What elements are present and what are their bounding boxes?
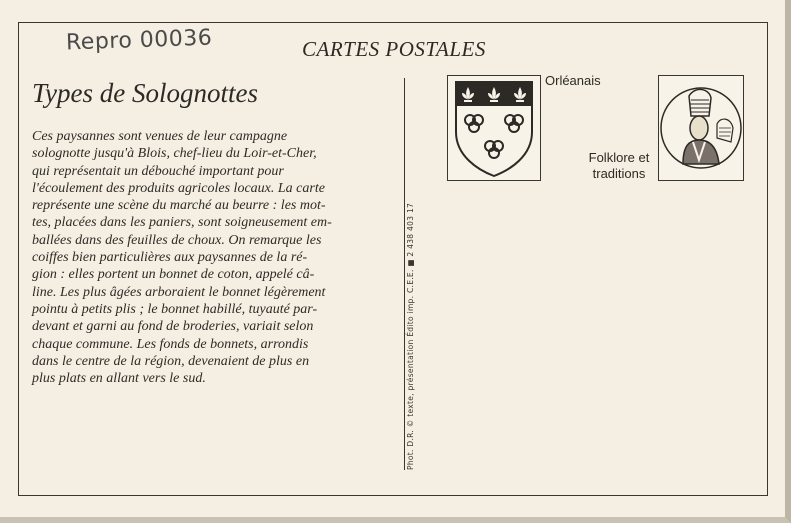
body-line: plus plats en allant vers le sud. xyxy=(32,371,206,387)
orleanais-coat-of-arms-icon xyxy=(447,75,541,181)
card-description xyxy=(32,128,392,387)
body-line: l'écoulement des produits agricoles locaux. La carte xyxy=(32,180,325,196)
solognotte-woman-coiffe-icon xyxy=(658,75,744,181)
printer-credits: Phot. D.R. © texte, présentation Édito imp. C.E.E. ■ 2 438 403 17 xyxy=(406,202,415,470)
body-line: représente une scène du marché au beurre : les mot- xyxy=(32,198,326,214)
card-title: Types de Solognottes xyxy=(32,78,258,108)
body-line: chaque commune. Les fonds de bonnets, arrondis xyxy=(32,336,309,352)
body-line: devant et garni au fond de broderies, variait selon xyxy=(32,319,314,335)
body-line: Ces paysannes sont venues de leur campagne xyxy=(32,129,288,144)
body-line: ballées dans des feuilles de choux. On remarque les xyxy=(32,232,322,248)
body-line: tes, placées dans les paniers, sont soigneusement em- xyxy=(32,215,332,231)
body-line: dans le centre de la région, devenaient de plus en xyxy=(32,353,310,369)
stamp-label-orleanais: Orléanais xyxy=(545,73,601,88)
postcard-heading: CARTES POSTALES xyxy=(302,37,486,61)
body-line: line. Les plus âgées arboraient le bonnet légèrement xyxy=(32,284,326,300)
handwritten-reference: Repro 00036 xyxy=(65,25,213,56)
body-line: gion : elles portent un bonnet de coton, appelé câ- xyxy=(32,267,315,283)
stamp-label-folklore xyxy=(578,150,660,182)
stamp-label-folklore-line1: Folklore et xyxy=(588,150,650,165)
stamp-label-folklore-line2: traditions xyxy=(592,166,646,181)
address-divider xyxy=(404,78,405,470)
body-line: coiffes bien particulières aux paysannes de la ré- xyxy=(32,250,308,266)
body-line: pointu à petits plis ; le bonnet habillé, tuyauté par- xyxy=(32,301,318,317)
body-line: solognotte jusqu'à Blois, chef-lieu du Loir-et-Cher, xyxy=(32,146,317,162)
body-line: qui représentait un débouché important pour xyxy=(32,163,284,179)
